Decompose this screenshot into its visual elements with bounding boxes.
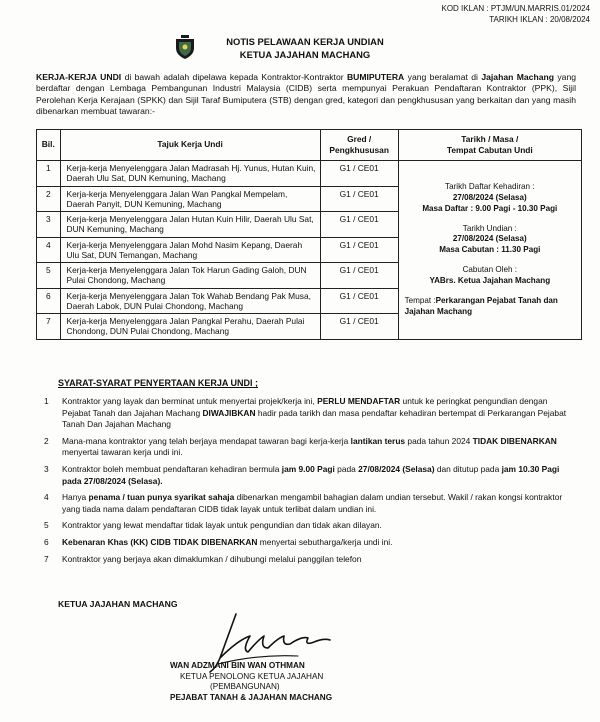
undian-date: 27/08/2024 (Selasa): [452, 234, 527, 244]
syarat-text: Kontraktor boleh membuat pendaftaran kehadiran bermula: [62, 463, 282, 474]
syarat-item: [44, 554, 578, 566]
row-gred: G1 / CE01: [320, 186, 398, 212]
row-bil: 1: [37, 161, 61, 187]
tarikh-iklan: TARIKH IKLAN : 20/08/2024: [489, 14, 590, 24]
header-bil: Bil.: [37, 130, 61, 161]
signatory: [170, 661, 332, 703]
syarat-text: pada: [334, 463, 359, 474]
header-tarikh-line-2: Tempat Cabutan Undi: [446, 145, 533, 155]
syarat-text: pada tahun 2024: [405, 435, 473, 446]
undian-label: Tarikh Undian :: [462, 223, 517, 233]
syarat-num: 7: [44, 553, 49, 564]
row-bil: 3: [37, 212, 61, 238]
syarat-text: menyertai tawaran kerja undi ini.: [62, 447, 183, 458]
row-bil: 6: [37, 288, 61, 314]
undian-masa: Masa Cabutan : 11.30 Pagi: [439, 245, 541, 255]
tempat-label: Tempat :: [404, 295, 436, 305]
signatory-line-4: PEJABAT TANAH & JAJAHAN MACHANG: [170, 692, 333, 702]
syarat-bold: TIDAK DIBENARKAN: [472, 435, 557, 446]
row-tajuk: Kerja-kerja Menyelenggara Jalan Pangkal Perahu, Daerah Pulai Chondong, DUN Pulai Chondong, Machang: [60, 314, 320, 340]
syarat-text: menyertai sebutharga/kerja undi ini.: [257, 536, 393, 547]
syarat-bold: penama / tuan punya syarikat sahaja: [88, 492, 235, 503]
signatory-line-2: KETUA PENOLONG KETUA JAJAHAN: [180, 671, 324, 681]
row-tajuk: Kerja-kerja Menyelenggara Jalan Madrasah Hj. Yunus, Hutan Kuin, Daerah Ulu Sat, DUN Kemuning, Machang: [60, 161, 320, 187]
row-tajuk: Kerja-kerja Menyelenggara Jalan Tok Harun Gading Galoh, DUN Pulai Chondong, Machang: [60, 263, 320, 289]
header-gred-line-1: Gred /: [347, 133, 372, 144]
row-tajuk: Kerja-kerja Menyelenggara Jalan Tok Wahab Bendang Pak Musa, Daerah Labok, DUN Pulai Chondong, Machang: [60, 288, 320, 314]
intro-bold-2: BUMIPUTERA: [346, 72, 405, 82]
kod-iklan: KOD IKLAN : PTJM/UN.MARRIS.01/2024: [441, 4, 590, 13]
header-tajuk: Tajuk Kerja Undi: [60, 130, 320, 161]
row-gred: G1 / CE01: [320, 263, 398, 289]
notice-title: [0, 36, 600, 61]
syarat-bold: lantikan terus: [350, 435, 406, 446]
intro-text-3: yang berdaftar dengan Lembaga Pembangunan Industri Malaysia (CIDB) serta mempunyai Perakuan Pendaftaran Kontraktor (PPK), Sijil Perolehan Kerja Kerajaan (SPKK) dan Sijil Taraf Bumiputera (STB) dengan gred, kategori dan pengkhususan yang berkaitan dan yang masih dibenarkan membuat tawaran:-: [36, 72, 577, 117]
syarat-item: [44, 436, 578, 459]
cabutan-label: Cabutan Oleh :: [462, 265, 518, 275]
schedule-cell: [398, 161, 581, 340]
ketua-footer: KETUA JAJAHAN MACHANG: [58, 599, 178, 609]
row-gred: G1 / CE01: [320, 212, 398, 238]
syarat-text: dan ditutup pada: [434, 463, 502, 474]
syarat-num: 6: [44, 536, 49, 547]
schedule-block: [399, 176, 581, 323]
tempat-value: Perkarangan Pejabat Tanah dan Jajahan Machang: [404, 295, 558, 316]
table-row: [37, 161, 582, 187]
row-gred: G1 / CE01: [320, 314, 398, 340]
row-bil: 5: [37, 263, 61, 289]
syarat-num: 5: [44, 520, 49, 531]
signatory-name: WAN ADZMANI BIN WAN OTHMAN: [170, 661, 305, 670]
advert-code: [442, 4, 591, 26]
syarat-item: [44, 520, 578, 532]
row-tajuk: Kerja-kerja Menyelenggara Jalan Hutan Kuin Hilir, Daerah Ulu Sat, DUN Kemuning, Machang: [60, 212, 320, 238]
syarat-bold: PERLU MENDAFTAR: [317, 396, 401, 406]
row-gred: G1 / CE01: [320, 237, 398, 263]
syarat-heading: SYARAT-SYARAT PENYERTAAN KERJA UNDI ;: [58, 378, 259, 388]
title-line-2: KETUA JAJAHAN MACHANG: [239, 48, 371, 60]
row-tajuk: Kerja-kerja Menyelenggara Jalan Mohd Nasim Kepang, Daerah Ulu Sat, DUN Temangan, Machang: [60, 237, 320, 263]
syarat-text: Hanya: [62, 492, 89, 503]
syarat-bold: Kebenaran Khas (KK) CIDB TIDAK DIBENARKAN: [62, 536, 258, 547]
syarat-num: 2: [44, 435, 49, 446]
syarat-text: Kontraktor yang layak dan berminat untuk menyertai projek/kerja ini,: [62, 396, 318, 406]
syarat-item: [44, 492, 578, 515]
syarat-text: hadir pada tarikh dan masa pendaftar kehadiran bertempat di Perkarangan Pejabat Tanah Dan Jajahan Machang: [62, 407, 567, 430]
intro-text-1: di bawah adalah dipelawa kepada Kontraktor-Kontraktor: [121, 72, 347, 82]
tempat: [405, 296, 575, 318]
syarat-text: untuk ke peringkat pengundian dengan Pejabat Tanah dan Jajahan Machang: [62, 396, 548, 418]
daftar-label: Tarikh Daftar Kehadiran :: [445, 182, 535, 192]
syarat-item: [44, 537, 578, 549]
intro-bold-1: KERJA-KERJA UNDI: [36, 72, 122, 82]
syarat-num: 3: [44, 463, 49, 474]
works-table: [36, 129, 582, 340]
daftar-date: 27/08/2024 (Selasa): [452, 192, 527, 202]
row-gred: G1 / CE01: [320, 288, 398, 314]
intro-text-2: yang beralamat di: [404, 72, 482, 82]
syarat-text: dibenarkan mengambil bahagian dalam undian tersebut. Wakil / rakan kongsi kontraktor yang tiada nama dalam pendaftaran CIDB tidak layak untuk terlibat dalam undian ini.: [62, 492, 563, 514]
intro-bold-3: Jajahan Machang: [481, 72, 554, 82]
header-tarikh: [398, 130, 581, 161]
daftar-masa: Masa Daftar : 9.00 Pagi - 10.30 Pagi: [422, 203, 558, 213]
header-gred: [320, 130, 398, 161]
title-line-1: NOTIS PELAWAAN KERJA UNDIAN: [226, 36, 384, 47]
syarat-text: Kontraktor yang lewat mendaftar tidak layak untuk pengundian dan tidak akan dilayan.: [62, 520, 382, 531]
row-gred: G1 / CE01: [320, 161, 398, 187]
syarat-bold: jam 9.00 Pagi: [281, 463, 335, 474]
syarat-bold: DIWAJIBKAN: [202, 407, 256, 418]
row-tajuk: Kerja-kerja Menyelenggara Jalan Wan Pangkal Mempelam, Daerah Panyit, DUN Kemuning, Machang: [60, 186, 320, 212]
cabutan-oleh: YABrs. Ketua Jajahan Machang: [429, 275, 551, 285]
signatory-line-3: (PEMBANGUNAN): [210, 682, 280, 691]
table-header-row: [37, 130, 582, 161]
syarat-text: Kontraktor yang berjaya akan dimaklumkan / dihubungi melalui panggilan telefon: [62, 553, 362, 564]
row-bil: 2: [37, 186, 61, 212]
syarat-item: [44, 396, 578, 431]
syarat-list: [44, 396, 578, 570]
header-tarikh-line-1: Tarikh / Masa /: [461, 133, 519, 144]
row-bil: 7: [37, 314, 61, 340]
intro-paragraph: [36, 72, 576, 117]
header-gred-line-2: Pengkhususan: [329, 145, 389, 155]
syarat-text: Mana-mana kontraktor yang telah berjaya mendapat tawaran bagi kerja-kerja: [62, 435, 351, 446]
syarat-num: 1: [44, 396, 49, 406]
syarat-num: 4: [44, 492, 49, 503]
syarat-bold: 27/08/2024 (Selasa): [358, 463, 435, 474]
syarat-item: [44, 464, 578, 487]
syarat-bold: jam 10.30 Pagi pada 27/08/2024 (Selasa).: [62, 463, 560, 486]
row-bil: 4: [37, 237, 61, 263]
